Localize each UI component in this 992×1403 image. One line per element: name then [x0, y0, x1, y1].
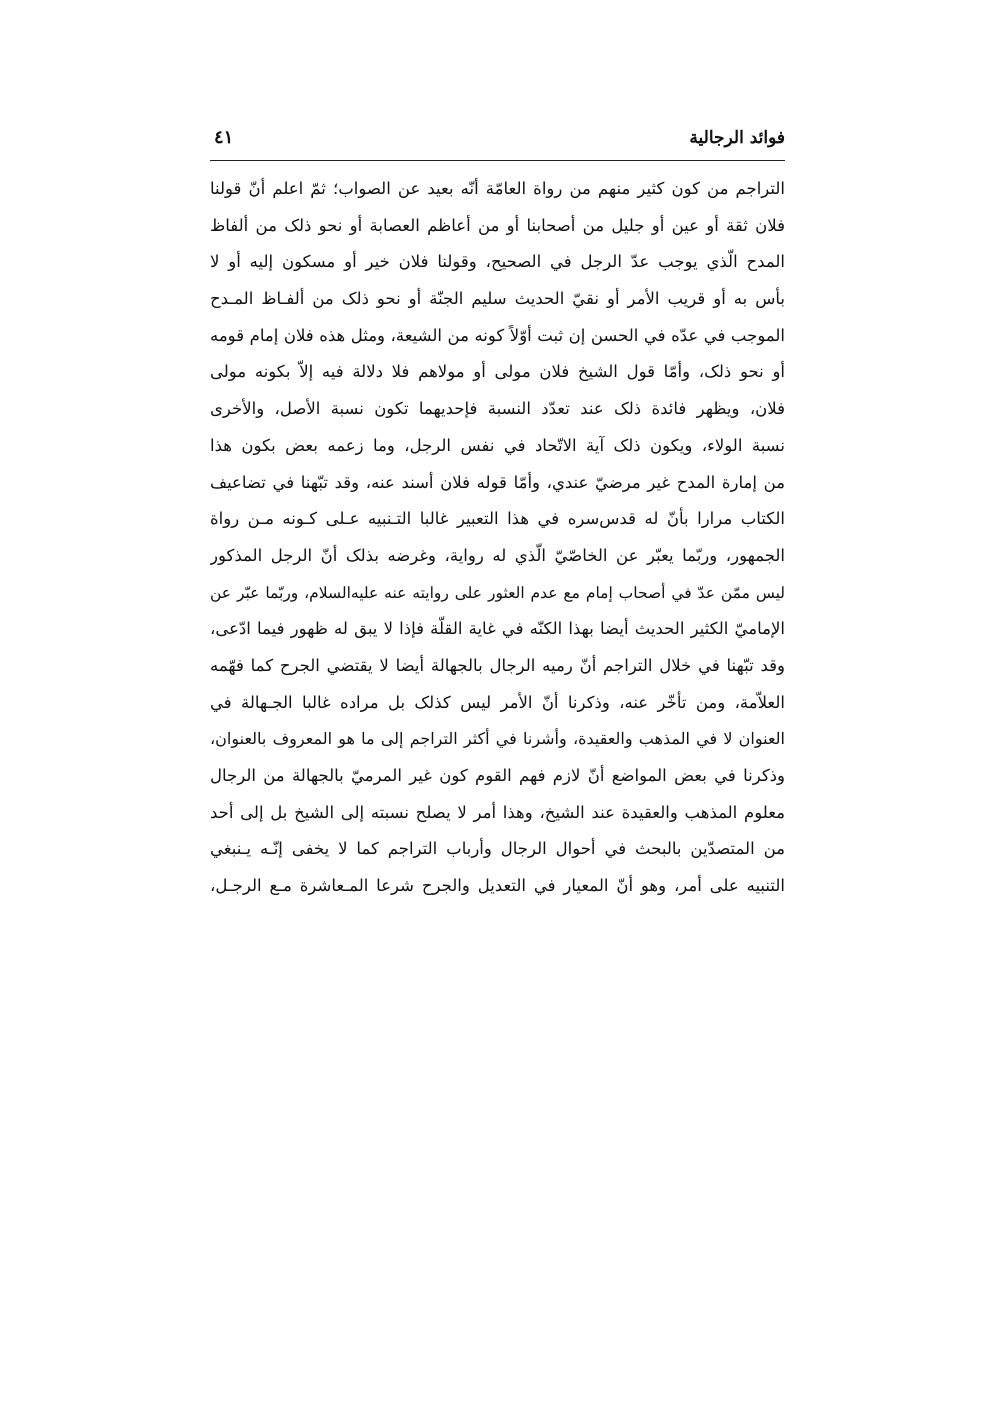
text-line: المدح الّذي يوجب عدّ الرجل في الصحيح، وقولنا فلان خير أو مسكون إليه أو لا: [210, 252, 785, 272]
text-line: التنبيه على أمر، وهو أنّ المعيار في التعديل والجرح شرعا المـعاشرة مـع الرجـل،: [210, 876, 785, 896]
text-line: من إمارة المدح غير مرضيّ عندي، وأمّا قوله فلان أسند عنه، وقد تبّهنا في تضاعيف: [210, 472, 785, 492]
text-line: معلوم المذهب والعقيدة عند الشيخ، وهذا أمر لا يصلح نسبته إلى الشيخ بل إلى أحد: [210, 802, 785, 822]
text-line: فلان، ويظهر فائدة ذلک عند تعدّد النسبة فإحديهما تكون نسبة الأصل، والأخرى: [210, 399, 785, 419]
text-line: بأس به أو قريب الأمر أو نقيّ الحديث سليم الجنّة أو نحو ذلک من ألفـاظ المـدح: [210, 289, 785, 309]
text-line: التراجم من كون كثير منهم من رواة العامّة أنّه بعيد عن الصواب؛ ثمّ اعلم أنّ قولنا: [210, 179, 785, 198]
page-header: [210, 126, 785, 156]
text-line: فلان ثقة أو عين أو جليل من أصحابنا أو من أعاظم العصابة أو نحو ذلک من ألفاظ: [210, 215, 785, 235]
text-line: العنوان لا في المذهب والعقيدة، وأشرنا في أكثر التراجم إلى ما هو المعروف بالعنوان،: [210, 729, 785, 749]
text-line: العلاّمة، ومن تأخّر عنه، وذكرنا أنّ الأمر ليس كذلک بل مراده غالبا الجـهالة في: [210, 692, 785, 712]
text-line: ليس ممّن عدّ في أصحاب إمام مع عدم العثور على روايته عنه عليه‌السلام، وربّما عبّر عن: [210, 583, 785, 602]
text-line: الإماميّ الكثير الحديث أيضا بهذا الكنّه في غاية القلّة فإذا لا يبق له ظهور فيما ادّعى،: [210, 619, 785, 639]
text-line: أو نحو ذلک، وأمّا قول الشيخ فلان مولى أو مولاهم فلا دلالة فيه إلاّ بكونه مولى: [210, 362, 785, 382]
body-text: [210, 171, 785, 905]
text-line: الكتاب مرارا بأنّ له قدس‌سره في هذا التعبير غالبا التـنبيه عـلى كـونه مـن رواة: [210, 509, 785, 529]
header-rule: [210, 160, 785, 161]
page-number: ٤١: [214, 127, 234, 148]
text-line: الموجب في عدّه في الحسن إن ثبت أوّلاً كونه من الشيعة، ومثل هذه فلان إمام قومه: [210, 325, 785, 345]
text-line: وذكرنا في بعض المواضع أنّ لازم فهم القوم كون غير المرميّ بالجهالة من الرجال: [210, 766, 785, 785]
text-line: وقد تبّهنا في خلال التراجم أنّ رميه الرجال بالجهالة أيضا لا يقتضي الجرح كما فهّمه: [210, 655, 785, 675]
text-line: من المتصدّين بالبحث في أحوال الرجال وأرباب التراجم كما لا يخفى إنّـه يـنبغي: [210, 839, 785, 859]
text-line: نسبة الولاء، ويكون ذلک آية الاتّحاد في نفس الرجل، وما زعمه بعض بكون هذا: [210, 435, 785, 455]
text-line: الجمهور، وربّما يعبّر عن الخاصّيّ الّذي له رواية، وغرضه بذلک أنّ الرجل المذكور: [210, 545, 785, 565]
running-title: فوائد الرجالية: [689, 128, 785, 148]
